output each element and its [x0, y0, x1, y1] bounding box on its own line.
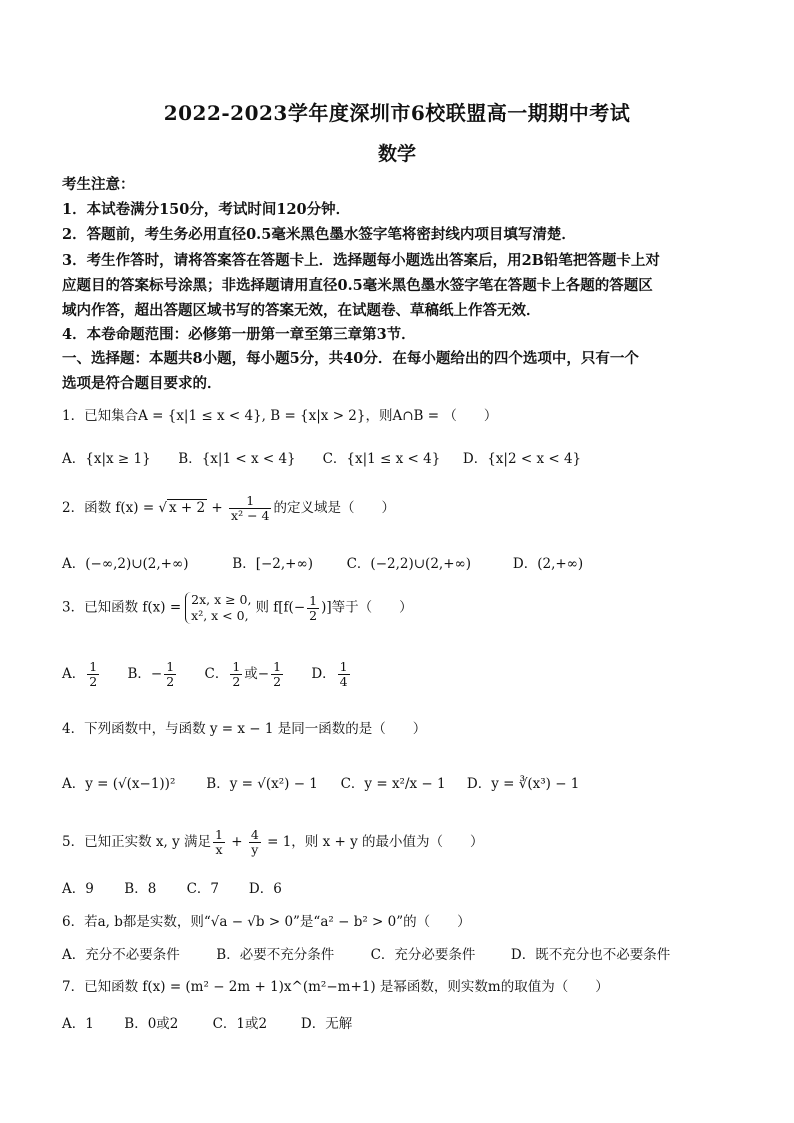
- question-7-stem: 7．已知函数 f(x) = (m² − 2m + 1)x^(m²−m+1) 是幂函数，则实数m的取值为（ ）: [62, 979, 609, 995]
- option-b: B．必要不充分条件: [216, 947, 335, 963]
- option-a: A．1: [62, 1016, 94, 1032]
- option-a: A．{x|x ≥ 1}: [62, 451, 151, 467]
- option-a: A．y = (√(x−1))²: [62, 776, 176, 792]
- notice-item: 2．答题前，考生务必用直径0.5毫米黑色墨水签字笔将密封线内项目填写清楚．: [62, 226, 576, 243]
- option-b: B．[−2,+∞): [232, 556, 314, 572]
- question-4-options: [62, 772, 579, 792]
- option-c: C．7: [186, 881, 220, 897]
- question-5-stem: 5．已知正实数 x, y 满足 $\frac{1}{x}$ + $\frac{4}{y}$ = 1，则 x + y 的最小值为（ ）: [62, 827, 484, 857]
- option-d: D．无解: [300, 1016, 353, 1032]
- option-d: D．{x|2 < x < 4}: [462, 451, 582, 467]
- option-c: C．y = x²/x − 1: [340, 776, 446, 792]
- option-c: C．充分必要条件: [370, 947, 476, 963]
- notice-item: 3．考生作答时，请将答案答在答题卡上．选择题每小题选出答案后，用2B铅笔把答题卡上对: [62, 252, 660, 269]
- exam-title: 2022-2023学年度深圳市6校联盟高一期期中考试: [163, 101, 631, 125]
- option-c: C．1或2: [212, 1016, 268, 1032]
- option-c: C．(−2,2)∪(2,+∞): [346, 556, 472, 572]
- question-3-stem: 3．已知函数 f(x) = 2x, x ≥ 0, x², x < 0, 则 f[f(− $\frac{1}{2}$ )]等于（ ）: [62, 592, 413, 623]
- question-2-options: [62, 552, 583, 572]
- option-d: D．6: [248, 881, 282, 897]
- section-heading: 一、选择题：本题共8小题，每小题5分，共40分．在每小题给出的四个选项中，只有一个: [62, 350, 639, 367]
- notice-item: 4．本卷命题范围：必修第一册第一章至第三章第3节．: [62, 326, 416, 343]
- option-a: A．9: [62, 881, 94, 897]
- option-d: D．既不充分也不必要条件: [510, 947, 671, 963]
- notice-item: 域内作答，超出答题区域书写的答案无效，在试题卷、草稿纸上作答无效．: [62, 302, 541, 319]
- question-1-options: [62, 447, 581, 467]
- notice-item: 1．本试卷满分150分，考试时间120分钟．: [62, 201, 351, 218]
- option-d: D．(2,+∞): [512, 556, 584, 572]
- question-7-options: [62, 1012, 352, 1032]
- question-4-stem: 4．下列函数中，与函数 y = x − 1 是同一函数的是（ ）: [62, 721, 427, 737]
- option-a: A． $\frac{1}{2}$: [62, 659, 98, 689]
- option-d: D．y = ∛(x³) − 1: [466, 776, 580, 792]
- question-6-stem: 6．若a, b都是实数，则“√a − √b > 0”是“a² − b² > 0”的（ ）: [62, 914, 471, 930]
- option-a: A．(−∞,2)∪(2,+∞): [62, 556, 189, 572]
- option-a: A．充分不必要条件: [62, 947, 180, 963]
- option-b: B．0或2: [124, 1016, 179, 1032]
- question-5-options: [62, 877, 282, 897]
- option-c: C．{x|1 ≤ x < 4}: [322, 451, 441, 467]
- notice-item: 应题目的答案标号涂黑；非选择题请用直径0.5毫米黑色墨水签字笔在答题卡上各题的答题区: [62, 277, 653, 294]
- option-b: B．y = √(x²) − 1: [206, 776, 318, 792]
- option-b: B．{x|1 < x < 4}: [178, 451, 296, 467]
- question-6-options: [62, 943, 670, 963]
- exam-subject: 数学: [377, 143, 416, 165]
- option-b: B．− $\frac{1}{2}$: [127, 659, 175, 689]
- option-d: D． $\frac{1}{4}$: [311, 659, 348, 689]
- notice-heading: 考生注意：: [62, 176, 135, 193]
- question-1-stem: 1．已知集合A = {x|1 ≤ x < 4}, B = {x|x > 2}，则A∩B = （ ）: [62, 408, 498, 424]
- option-c: C． $\frac{1}{2}$ 或− $\frac{1}{2}$: [204, 659, 282, 689]
- question-2-stem: 2．函数 f(x) = √ x + 2 + $\frac{1}{\text{x² − 4}}$ 的定义域是（ ）: [62, 493, 395, 523]
- question-3-options: [62, 660, 352, 689]
- option-b: B．8: [124, 881, 157, 897]
- section-heading: 选项是符合题目要求的．: [62, 375, 222, 392]
